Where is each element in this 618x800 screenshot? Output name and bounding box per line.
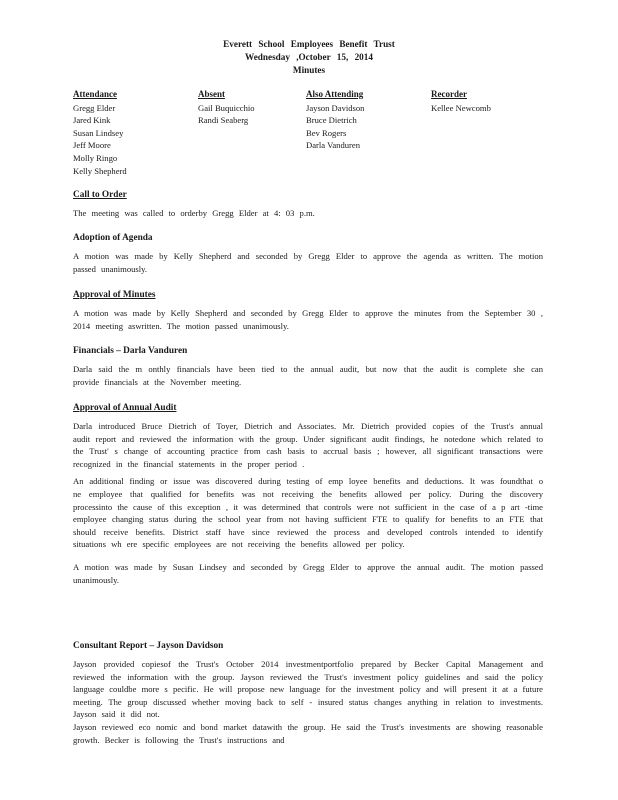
absent-name: Gail Buquicchio: [198, 102, 255, 113]
section-heading: Approval of Minutes: [73, 290, 156, 300]
attendee-name: Jared Kink: [73, 115, 111, 126]
trust-name: Everett School Employees Benefit Trust: [223, 39, 395, 49]
section-heading: Approval of Annual Audit: [73, 403, 177, 413]
also-attending-name: Darla Vanduren: [306, 140, 361, 151]
section-paragraph: An additional finding or issue was discovered during testing of emp loyee benefits and deductions. It was foundthat o ne employee that qualified for benefits was not receiving the benefits allowed per policy. During the discovery processinto the cause of this exception , it was determined that controls were not sufficient in the case of a p art -time employee changing status during the school year from not having sufficient FTE to qualify for benefits to an FTE that should receive benefits. District staff have since reviewed the process and developed controls intended to identify situations wh ere specific employees are not receiving the benefits allowed per policy.: [73, 476, 543, 550]
absent-column: [198, 88, 255, 127]
section-paragraph: Jayson reviewed eco nomic and bond market datawith the group. He said the Trust's investments are showing reasonable growth. Becker is following the Trust's instructions and: [73, 721, 543, 745]
section-call-to-order: [73, 189, 543, 225]
also-attending-name: Bev Rogers: [306, 127, 347, 138]
section-paragraph: Jayson provided copiesof the Trust's October 2014 investmentportfolio prepared by Becker Capital Management and reviewed the information with the group. Jayson reviewed the Trust's investment policy guidelines and said the policy language couldbe more s pecific. He will propose new language for the investment policy and will present it at a future meeting. The group discussed whether moving back to self - insured status changes anything in relation to investments. Jayson said it did not.: [73, 659, 543, 720]
absent-heading: Absent: [198, 89, 226, 99]
attendance-column: [73, 88, 127, 177]
recorder-heading: Recorder: [431, 89, 467, 99]
absent-name: Randi Seaberg: [198, 115, 249, 126]
attendee-name: Gregg Elder: [73, 102, 116, 113]
also-attending-name: Bruce Dietrich: [306, 115, 357, 126]
section-consultant-report: [73, 640, 543, 751]
meeting-date: Wednesday ,October 15, 2014: [245, 52, 373, 62]
section-paragraph: A motion was made by Kelly Shepherd and seconded by Gregg Elder to approve the agenda as written. The motion passed unanimously.: [73, 251, 543, 274]
section-approval-of-annual-audit: [73, 402, 543, 591]
attendee-name: Kelly Shepherd: [73, 165, 127, 176]
document-type: Minutes: [292, 65, 326, 75]
section-paragraph: Darla introduced Bruce Dietrich of Toyer, Dietrich and Associates. Mr. Dietrich provided copies of the Trust's annual audit report and reviewed the information with the group. Under significant audit findings, he notedone which related to the Trust' s change of accounting practice from cash basis to accrual basis ; however, all significant transactions were recognized in the financial statements in the proper period .: [73, 421, 543, 469]
also-attending-name: Jayson Davidson: [306, 102, 365, 113]
attendee-name: Molly Ringo: [73, 152, 118, 163]
section-paragraph: A motion was made by Susan Lindsey and seconded by Gregg Elder to approve the annual audit. The motion passed unanimously.: [73, 561, 543, 585]
section-heading: Consultant Report – Jayson Davidson: [73, 641, 224, 651]
section-adoption-of-agenda: [73, 232, 543, 280]
section-heading: Call to Order: [73, 190, 127, 200]
section-paragraph: The meeting was called to orderby Gregg Elder at 4: 03 p.m.: [73, 208, 315, 218]
section-paragraph: A motion was made by Kelly Shepherd and seconded by Gregg Elder to approve the minutes from the September 30 , 2014 meeting aswritten. The motion passed unanimously.: [73, 308, 543, 331]
recorder-name: Kellee Newcomb: [431, 102, 491, 113]
recorder-column: [431, 88, 491, 114]
section-heading: Adoption of Agenda: [73, 233, 153, 243]
section-approval-of-minutes: [73, 289, 543, 337]
section-paragraph: Darla said the m onthly financials have been tied to the annual audit, but now that the audit is complete she can provide financials at the November meeting.: [73, 364, 543, 387]
attendee-name: Susan Lindsey: [73, 127, 124, 138]
section-financials: [73, 345, 543, 393]
attendance-heading: Attendance: [73, 89, 117, 99]
also-attending-heading: Also Attending: [306, 89, 364, 99]
attendee-name: Jeff Moore: [73, 140, 111, 151]
also-attending-column: [306, 88, 364, 152]
section-heading: Financials – Darla Vanduren: [73, 346, 188, 356]
